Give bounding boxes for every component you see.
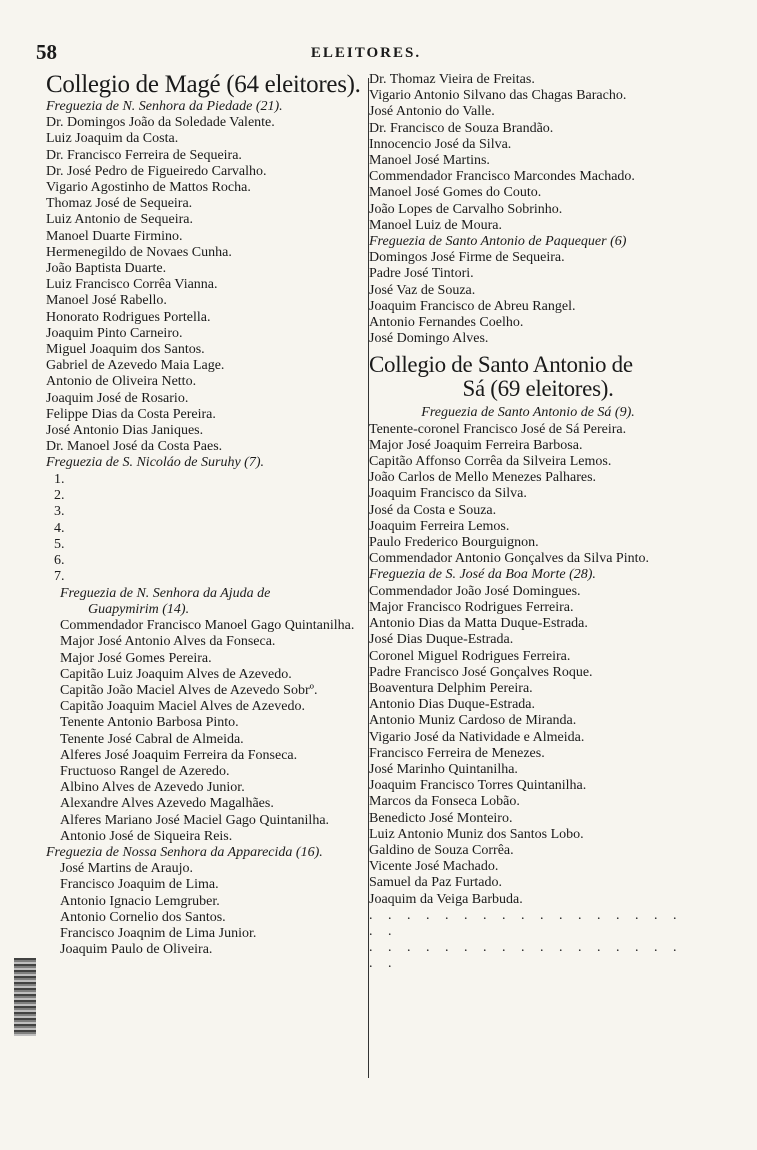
parish-heading-ajuda bbox=[46, 586, 372, 618]
parish-heading-ajuda-line1: Freguezia de N. Senhora da Ajuda de bbox=[60, 585, 271, 601]
parish-heading-ajuda-line2: Guapymirim (14). bbox=[88, 601, 190, 617]
list-item: Boaventura Delphim Pereira. bbox=[369, 680, 533, 696]
list-item: Alferes Mariano José Maciel Gago Quintanilha. bbox=[60, 812, 330, 828]
list-item: Gabriel de Azevedo Maia Lage. bbox=[46, 358, 225, 374]
list-item: Dr. Francisco Ferreira de Sequeira. bbox=[46, 147, 242, 163]
list-item: José Vaz de Souza. bbox=[369, 282, 476, 298]
list-item: Francisco Joaqnim de Lima Junior. bbox=[60, 926, 257, 942]
list-item: 5. bbox=[54, 536, 65, 552]
college-title-santo-antonio bbox=[369, 353, 687, 401]
list-item: Major José Antonio Alves da Fonseca. bbox=[60, 634, 276, 650]
list-item: Antonio de Oliveira Netto. bbox=[46, 374, 197, 390]
parish-heading-apparecida: Freguezia de Nossa Senhora da Apparecida (16). bbox=[46, 845, 323, 860]
list-item: Dr. José Pedro de Figueiredo Carvalho. bbox=[46, 163, 267, 179]
list-item: João Carlos de Mello Menezes Palhares. bbox=[369, 470, 597, 486]
list-item: . . . . . . . . . . . . . . . . . . . bbox=[369, 939, 683, 971]
list-item: Hermenegildo de Novaes Cunha. bbox=[46, 244, 232, 260]
list-item: Dr. Domingos João da Soledade Valente. bbox=[46, 115, 275, 131]
elector-list-sa bbox=[369, 422, 687, 568]
list-item: Manoel José Gomes do Couto. bbox=[369, 185, 542, 201]
list-item: Dr. Francisco de Souza Brandão. bbox=[369, 120, 554, 136]
list-item: Major Francisco Rodrigues Ferreira. bbox=[369, 599, 574, 615]
page-number: 58 bbox=[36, 40, 57, 64]
list-item: Alferes José Joaquim Ferreira da Fonseca. bbox=[60, 747, 298, 763]
list-item: Marcos da Fonseca Lobão. bbox=[369, 794, 520, 810]
list-item: Padre José Tintori. bbox=[369, 266, 474, 282]
elector-list-ajuda bbox=[46, 618, 372, 845]
list-item: Joaquim Ferreira Lemos. bbox=[369, 518, 510, 534]
list-item: Vicente José Machado. bbox=[369, 859, 499, 875]
list-item: Commendador João José Domingues. bbox=[369, 583, 581, 599]
list-item: Joaquim Paulo de Oliveira. bbox=[60, 942, 213, 958]
list-item: João Lopes de Carvalho Sobrinho. bbox=[369, 201, 563, 217]
list-item: Miguel Joaquim dos Santos. bbox=[46, 342, 205, 358]
list-item: Fructuoso Rangel de Azeredo. bbox=[60, 763, 230, 779]
list-item: Luiz Antonio de Sequeira. bbox=[46, 212, 193, 228]
list-item: Vigario Antonio Silvano das Chagas Baracho. bbox=[369, 88, 627, 104]
elector-list-piedade bbox=[46, 115, 372, 455]
list-item: Domingos José Firme de Sequeira. bbox=[369, 250, 565, 266]
page-header bbox=[36, 40, 696, 70]
list-item: Paulo Frederico Bourguignon. bbox=[369, 535, 539, 551]
list-item: Albino Alves de Azevedo Junior. bbox=[60, 780, 245, 796]
parish-heading-surahy: Freguezia de S. Nicoláo de Suruhy (7). bbox=[46, 455, 264, 471]
list-item: Joaquim Francisco da Silva. bbox=[369, 486, 527, 502]
list-item: Manoel José Rabello. bbox=[46, 293, 167, 309]
list-item: 6. bbox=[54, 553, 65, 569]
list-item: Luiz Francisco Corrêa Vianna. bbox=[46, 277, 218, 293]
list-item: Joaquim da Veiga Barbuda. bbox=[369, 891, 523, 907]
list-item: Benedicto José Monteiro. bbox=[369, 810, 513, 826]
list-item: Commendador Antonio Gonçalves da Silva Pinto. bbox=[369, 551, 649, 567]
list-item: 3. bbox=[54, 504, 65, 520]
list-item: José Dias Duque-Estrada. bbox=[369, 632, 514, 648]
list-item: Galdino de Souza Corrêa. bbox=[369, 842, 514, 858]
list-item: Honorato Rodrigues Portella. bbox=[46, 309, 211, 325]
list-item: José Antonio do Valle. bbox=[369, 104, 495, 120]
running-title: ELEITORES. bbox=[310, 45, 422, 61]
list-item: Capitão Luiz Joaquim Alves de Azevedo. bbox=[60, 666, 292, 682]
list-item: . . . . . . . . . . . . . . . . . . . bbox=[369, 907, 683, 939]
list-item: 2. bbox=[54, 487, 65, 503]
list-item: Alexandre Alves Azevedo Magalhães. bbox=[60, 796, 274, 812]
list-item: Antonio Cornelio dos Santos. bbox=[60, 909, 226, 925]
list-item: João Baptista Duarte. bbox=[46, 261, 167, 277]
list-item: Manoel Duarte Firmino. bbox=[46, 228, 183, 244]
list-item: Tenente José Cabral de Almeida. bbox=[60, 731, 244, 747]
list-item: Joaquim Francisco de Abreu Rangel. bbox=[369, 298, 576, 314]
list-item: Capitão Joaquim Maciel Alves de Azevedo. bbox=[60, 699, 305, 715]
list-item: Padre Francisco José Gonçalves Roque. bbox=[369, 664, 593, 680]
list-item: 4. bbox=[54, 520, 65, 536]
list-item: José da Costa e Souza. bbox=[369, 502, 497, 518]
list-item: Capitão Affonso Corrêa da Silveira Lemos. bbox=[369, 454, 612, 470]
list-item: Major José Gomes Pereira. bbox=[60, 650, 212, 666]
list-item: Tenente Antonio Barbosa Pinto. bbox=[60, 715, 239, 731]
list-item: Manoel José Martins. bbox=[369, 153, 490, 169]
list-item: Luiz Antonio Muniz dos Santos Lobo. bbox=[369, 826, 584, 842]
list-item: Felippe Dias da Costa Pereira. bbox=[46, 406, 216, 422]
college-title-line1: Collegio de Santo Antonio de bbox=[369, 352, 633, 378]
list-item: Antonio Dias Duque-Estrada. bbox=[369, 697, 536, 713]
list-item: Antonio Dias da Matta Duque-Estrada. bbox=[369, 616, 588, 632]
list-item: Francisco Ferreira de Menezes. bbox=[369, 745, 545, 761]
parish-heading-piedade: Freguezia de N. Senhora da Piedade (21). bbox=[46, 99, 283, 114]
list-item: Commendador Francisco Marcondes Machado. bbox=[369, 169, 635, 185]
left-column bbox=[46, 72, 372, 958]
list-item: Capitão João Maciel Alves de Azevedo Sobrº. bbox=[60, 682, 318, 698]
list-item: José Martins de Araujo. bbox=[60, 861, 193, 877]
list-item: 1. bbox=[54, 471, 65, 487]
list-item: Joaquim Francisco Torres Quintanilha. bbox=[369, 778, 587, 794]
parish-heading-boa-morte: Freguezia de S. José da Boa Morte (28). bbox=[369, 567, 596, 583]
college-title-line2: Sá (69 eleitores). bbox=[462, 376, 614, 402]
list-item: Commendador Francisco Manoel Gago Quintanilha. bbox=[60, 618, 355, 634]
list-item: Joaquim José de Rosario. bbox=[46, 390, 189, 406]
parish-heading-paquequer: Freguezia de Santo Antonio de Paquequer (6) bbox=[369, 234, 627, 250]
list-item: 7. bbox=[54, 569, 65, 585]
list-item: Antonio Muniz Cardoso de Miranda. bbox=[369, 713, 577, 729]
list-item: Coronel Miguel Rodrigues Ferreira. bbox=[369, 648, 571, 664]
library-stamp-mark bbox=[14, 958, 36, 1036]
parish-heading-sa: Freguezia de Santo Antonio de Sá (9). bbox=[421, 405, 635, 421]
list-item: Vigario José da Natividade e Almeida. bbox=[369, 729, 585, 745]
list-item: Antonio Ignacio Lemgruber. bbox=[60, 893, 220, 909]
elector-list-surahy bbox=[46, 472, 372, 586]
list-item: Francisco Joaquim de Lima. bbox=[60, 877, 219, 893]
list-item: Manoel Luiz de Moura. bbox=[369, 217, 502, 233]
list-item: Thomaz José de Sequeira. bbox=[46, 196, 193, 212]
list-item: Major José Joaquim Ferreira Barbosa. bbox=[369, 437, 583, 453]
list-item: José Antonio Dias Janiques. bbox=[46, 423, 204, 439]
right-column bbox=[369, 72, 687, 972]
list-item: Antonio Fernandes Coelho. bbox=[369, 315, 524, 331]
list-item: Dr. Thomaz Vieira de Freitas. bbox=[369, 72, 535, 87]
list-item: Dr. Manoel José da Costa Paes. bbox=[46, 439, 223, 455]
list-item: Samuel da Paz Furtado. bbox=[369, 875, 502, 891]
list-item: Vigario Agostinho de Mattos Rocha. bbox=[46, 180, 251, 196]
list-item: Tenente-coronel Francisco José de Sá Pereira. bbox=[369, 421, 627, 437]
list-item: Antonio José de Siqueira Reis. bbox=[60, 828, 233, 844]
list-item: José Domingo Alves. bbox=[369, 331, 489, 347]
list-item: Luiz Joaquim da Costa. bbox=[46, 131, 179, 147]
list-item: Innocencio José da Silva. bbox=[369, 136, 512, 152]
elector-list-paquequer bbox=[369, 250, 687, 347]
elector-list-boa-morte bbox=[369, 584, 687, 908]
elector-list-continued bbox=[369, 72, 687, 234]
list-item: Joaquim Pinto Carneiro. bbox=[46, 325, 183, 341]
elector-list-apparecida bbox=[46, 861, 372, 958]
list-item: José Marinho Quintanilha. bbox=[369, 761, 518, 777]
elision-dots bbox=[369, 908, 687, 972]
college-title-mage: Collegio de Magé (64 eleitores). bbox=[46, 71, 361, 98]
